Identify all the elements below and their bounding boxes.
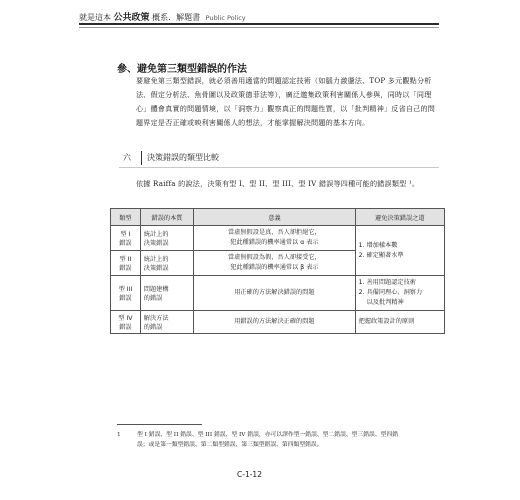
table-header-nature: 錯誤的本質 (140, 209, 193, 226)
header-rule-thin (79, 27, 439, 28)
table-header-type: 類型 (111, 209, 141, 226)
row-nature: 統計上的 決策錯誤 (140, 251, 193, 276)
row-type: 型 IV 錯誤 (111, 311, 141, 334)
subsection-divider (141, 151, 142, 165)
row-way: 1. 增加樣本數 2. 確定顯著水準 (355, 226, 444, 276)
header-rule (79, 23, 439, 25)
table-header-way: 避免決策錯誤之道 (355, 209, 444, 226)
subsection-heading (119, 151, 439, 165)
row-meaning: 用正確的方法解決錯誤的問題 (194, 276, 355, 311)
table-row (111, 311, 445, 334)
error-type-table (110, 208, 445, 334)
row-meaning: 用錯誤的方法解決正確的問題 (194, 311, 355, 334)
subsection-title: 決策錯誤的類型比較 (147, 153, 219, 162)
table-row (111, 226, 445, 251)
footnote-rule (117, 424, 202, 425)
running-header (79, 10, 459, 26)
table-row (111, 276, 445, 311)
subsection-paragraph: 依據 Raiffa 的說法，決策有型 I、型 II、型 III、型 IV 錯誤等四種可能的錯誤類型 ¹。 (136, 179, 420, 188)
row-nature: 問題建構 的錯誤 (140, 276, 193, 311)
row-nature: 解決方法 的錯誤 (140, 311, 193, 334)
row-way: 1. 善用問題認定技術 2. 具備同理心、洞察力 以及批判精神 (355, 276, 444, 311)
row-type: 型 III 錯誤 (111, 276, 141, 311)
row-way: 把握政策設計的原則 (355, 311, 444, 334)
row-meaning: 當虛無假設是真，吾人卻拒絕它， 犯此種錯誤的機率通常以 α 表示 (194, 226, 355, 251)
table-header-meaning: 意義 (194, 209, 355, 226)
page-number: C-1-12 (237, 470, 262, 479)
header-text (79, 10, 246, 23)
table-header-row (111, 209, 445, 226)
row-type: 型 I 錯誤 (111, 226, 141, 251)
header-series: 就是這本 (79, 13, 111, 22)
row-nature: 統計上的 決策錯誤 (140, 226, 193, 251)
section-heading: 參、避免第三類型錯誤的作法 (117, 64, 247, 75)
row-meaning: 當虛無假設為假，吾人卻接受它， 犯此種錯誤的機率通常以 β 表示 (194, 251, 355, 276)
subsection-underline (119, 167, 439, 168)
subsection-number: 六 (123, 153, 131, 162)
header-subtitle: 概系．解題書 (152, 13, 201, 22)
header-english: Public Policy (205, 14, 246, 22)
row-type: 型 II 錯誤 (111, 251, 141, 276)
footnote-number: 1 (117, 432, 121, 438)
section-paragraph: 要避免第三類型錯誤，就必須善用適當的問題認定技術（如腦力激盪法、TOP 多元觀點分析法、假定分析法、魚骨圖以及政策德菲法等），廣泛邀集政策利害關係人參與，同時以「同理心」體會真實的問題情境，以「洞察力」觀察真正的問題性質，以「批判精神」反省自己的問題界定是否正確或映利害關係人的想法，才能掌握解決問題的基本方向。 (136, 76, 436, 127)
footnote-text: 型 I 錯誤、型 II 錯誤、型 III 錯誤、型 IV 錯誤，亦可以譯作型一錯誤、型二錯誤、型三錯誤、型四錯誤；或是第一類型錯誤、第二類型錯誤、第三類型錯誤、第四類型錯誤。 (137, 432, 399, 448)
header-title: 公共政策 (113, 13, 150, 23)
